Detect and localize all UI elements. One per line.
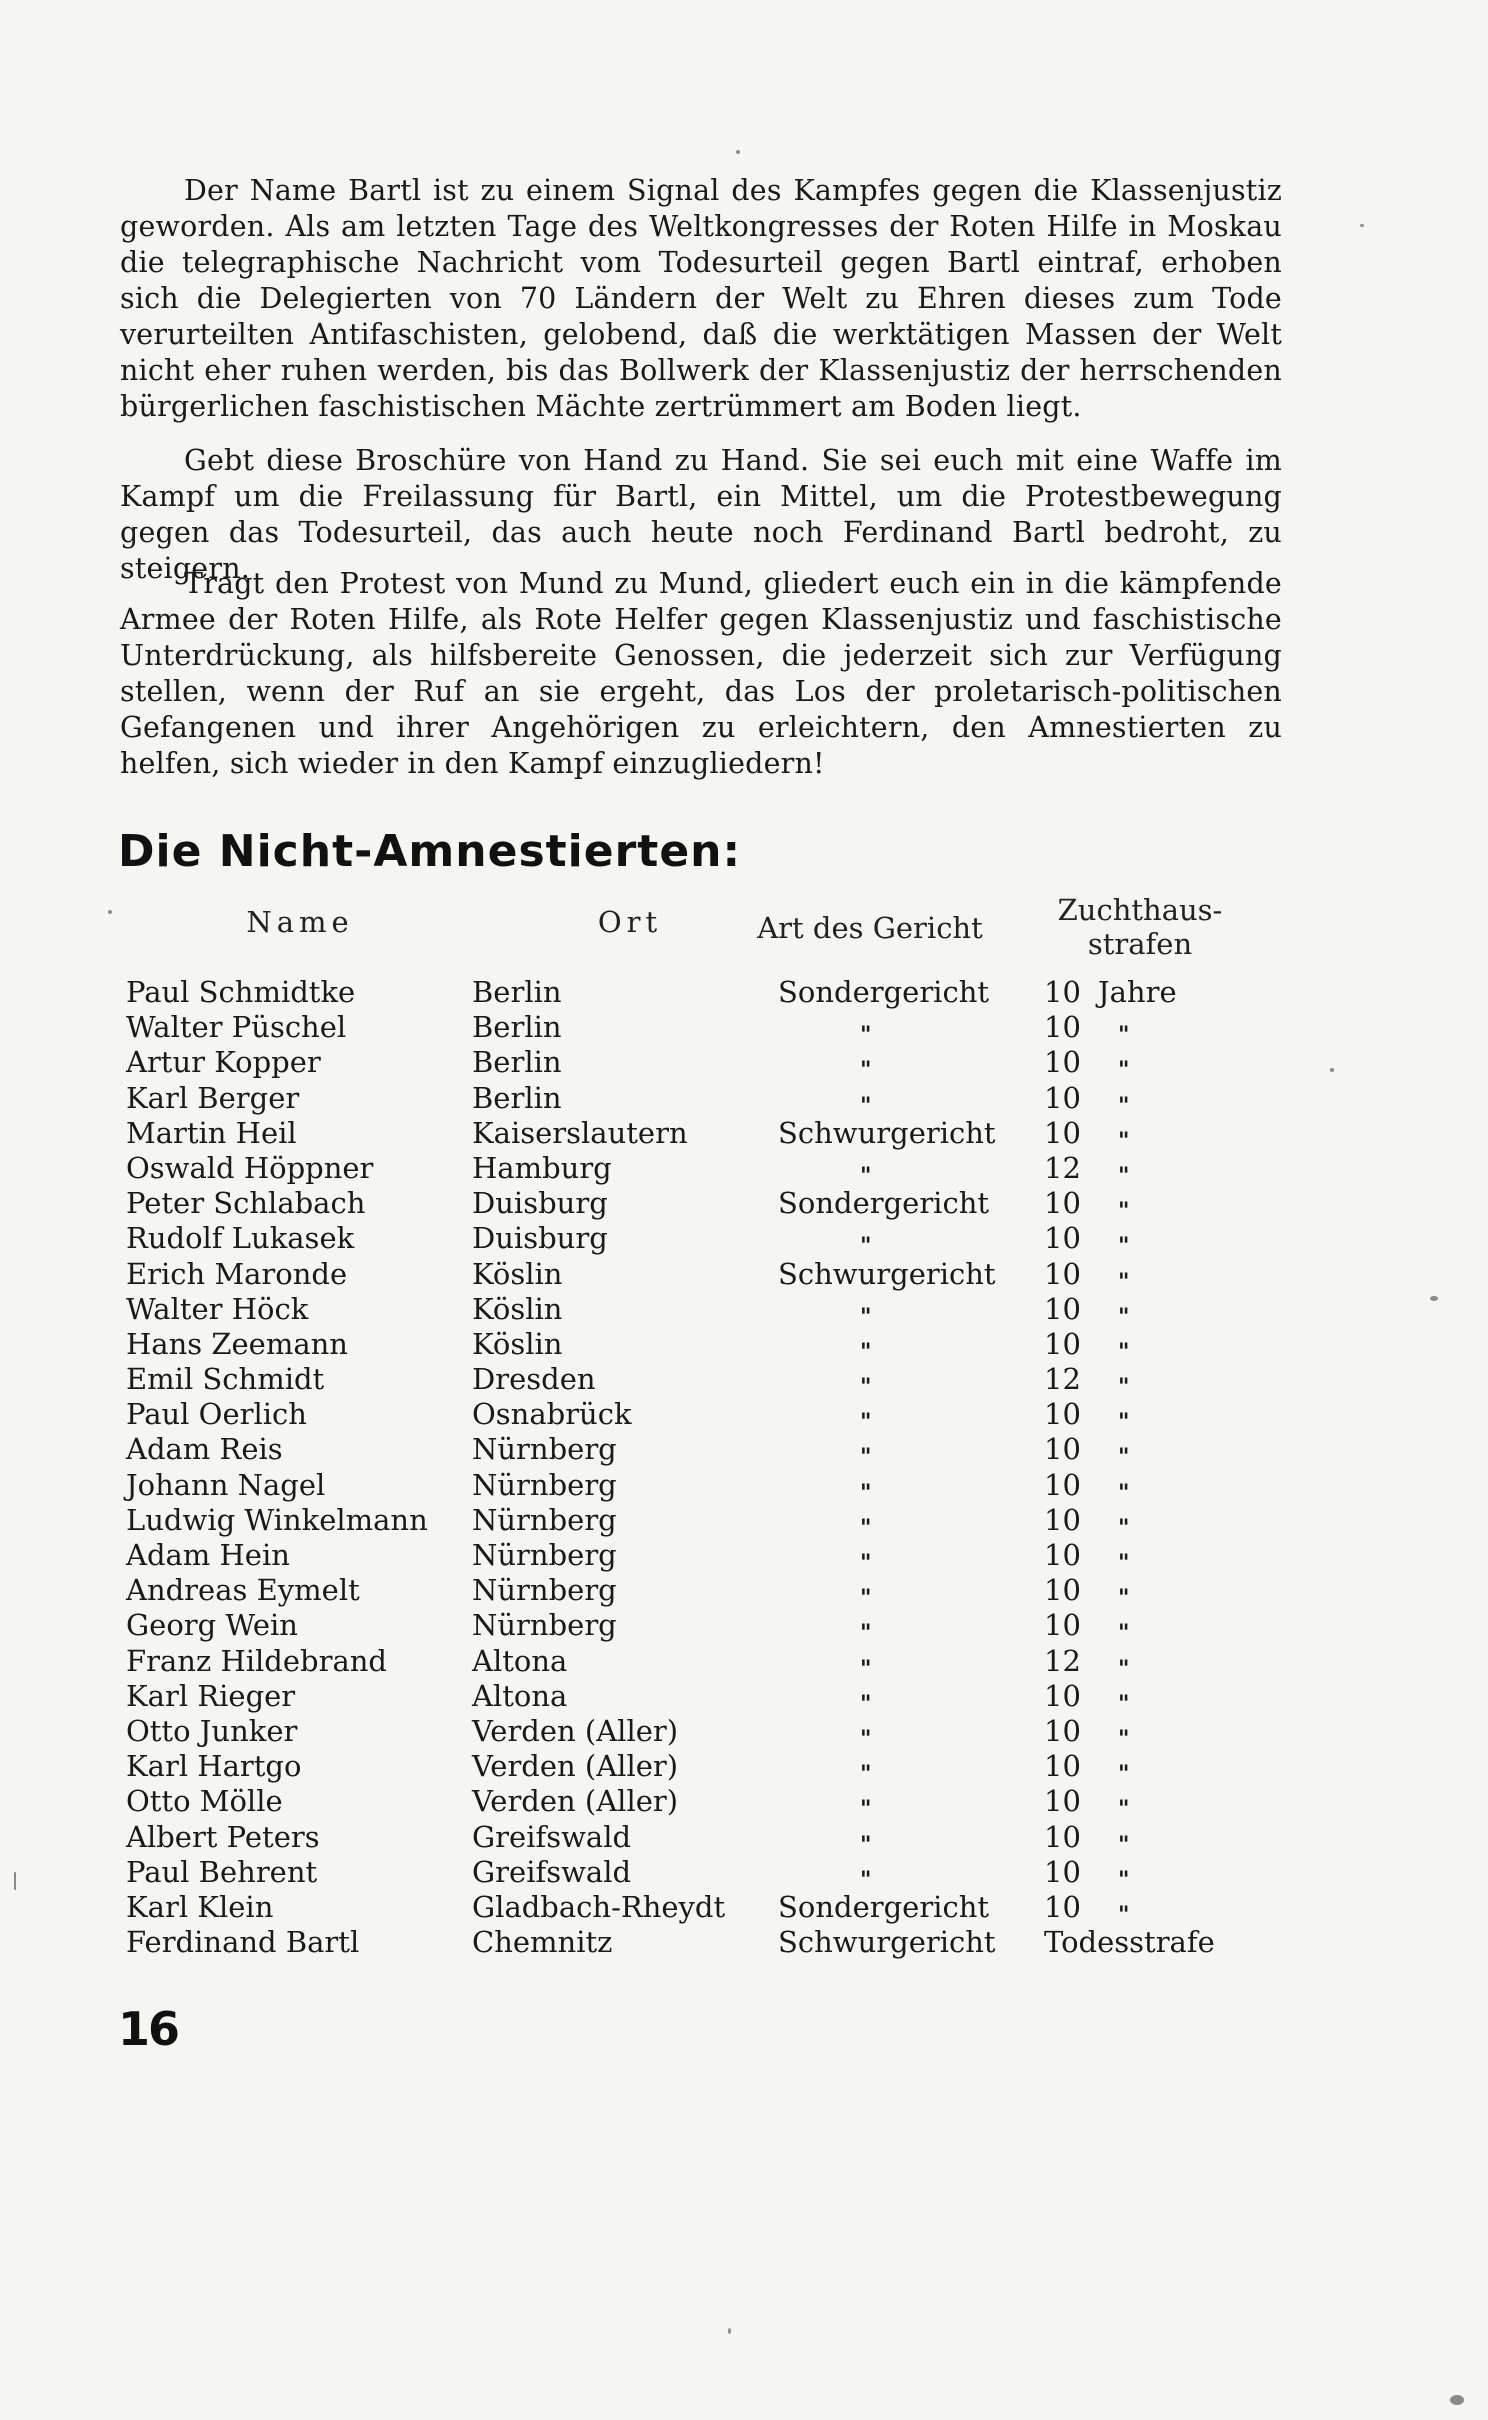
cell-strafe-years: 10 xyxy=(1044,1608,1081,1643)
cell-ort: Nürnberg xyxy=(472,1608,617,1643)
cell-name: Hans Zeemann xyxy=(126,1326,348,1361)
cell-strafe-years: 10 xyxy=(1044,1573,1081,1608)
cell-art: " xyxy=(860,1057,872,1084)
cell-art: " xyxy=(860,1338,872,1365)
cell-strafe-unit: " xyxy=(1118,1092,1130,1119)
table-row xyxy=(126,1432,1276,1471)
cell-strafe-years: 10 xyxy=(1044,1678,1081,1713)
cell-strafe-years: 10 xyxy=(1044,1397,1081,1432)
cell-name: Georg Wein xyxy=(126,1608,298,1643)
table-row xyxy=(126,1819,1276,1858)
table-row xyxy=(126,1502,1276,1541)
cell-ort: Nürnberg xyxy=(472,1502,617,1537)
column-header-ort: Ort xyxy=(597,905,663,939)
cell-strafe-unit: " xyxy=(1118,1866,1130,1893)
cell-art: " xyxy=(860,1303,872,1330)
cell-ort: Altona xyxy=(472,1643,568,1678)
cell-art: Schwurgericht xyxy=(778,1925,996,1960)
paragraph-broschuere: Gebt diese Broschüre von Hand zu Hand. Sie sei euch mit eine Waffe im Kampf um die Freilassung für Bartl, ein Mittel, um die Protestbewegung gegen das Todesurteil, das auch heute noch Ferdinand Bartl bedroht, zu steigern. xyxy=(120,444,1282,585)
cell-name: Martin Heil xyxy=(126,1115,297,1150)
table-row xyxy=(126,1538,1276,1576)
cell-art: " xyxy=(860,1796,872,1823)
cell-ort: Nürnberg xyxy=(472,1432,617,1467)
cell-strafe-years: 10 xyxy=(1044,1010,1081,1045)
paragraph-protest: Tragt den Protest von Mund zu Mund, gliedert euch ein in die kämpfende Armee der Roten Hilfe, als Rote Helfer gegen Klassenjustiz und faschistische Unterdrückung, als hilfsbereite Genossen, die jederzeit sich zur Verfügung stellen, wenn der Ruf an sie ergeht, das Los der proletarisch-politischen Gefangenen und ihrer Angehörigen zu erleichtern, den Amnestierten zu helfen, sich wieder in den Kampf einzugliedern! xyxy=(120,567,1282,780)
cell-name: Ferdinand Bartl xyxy=(126,1925,360,1960)
cell-strafe-years: 12 xyxy=(1044,1362,1081,1397)
table-row xyxy=(126,1221,1276,1260)
table-row xyxy=(126,1150,1276,1189)
cell-strafe-unit: " xyxy=(1118,1233,1130,1260)
cell-strafe-unit: " xyxy=(1118,1444,1130,1471)
cell-art: " xyxy=(860,1585,872,1612)
cell-strafe-years: 10 xyxy=(1044,1819,1081,1854)
table-row xyxy=(126,1749,1276,1788)
cell-strafe-unit: " xyxy=(1118,1409,1130,1436)
table-row xyxy=(126,1256,1276,1295)
table-row xyxy=(126,975,1276,1010)
cell-name: Ludwig Winkelmann xyxy=(126,1502,428,1537)
cell-ort: Nürnberg xyxy=(472,1538,617,1572)
cell-ort: Berlin xyxy=(472,975,562,1009)
cell-strafe-unit: " xyxy=(1118,1725,1130,1752)
cell-strafe-years: 10 xyxy=(1044,1784,1081,1819)
cell-strafe-unit: Jahre xyxy=(1098,975,1177,1009)
cell-art: " xyxy=(860,1479,872,1506)
table-row xyxy=(126,1854,1276,1893)
cell-ort: Greifswald xyxy=(472,1819,632,1854)
cell-strafe-unit: " xyxy=(1118,1831,1130,1858)
cell-art: Sondergericht xyxy=(778,1186,990,1221)
cell-name: Franz Hildebrand xyxy=(126,1643,387,1678)
table-row xyxy=(126,1010,1276,1049)
table-row xyxy=(126,1608,1276,1647)
cell-ort: Berlin xyxy=(472,1080,562,1115)
cell-strafe-unit: " xyxy=(1118,1514,1130,1541)
cell-name: Albert Peters xyxy=(126,1819,320,1854)
cell-strafe-unit: " xyxy=(1118,1620,1130,1647)
cell-name: Rudolf Lukasek xyxy=(126,1221,355,1256)
column-header-name: Name xyxy=(246,905,354,939)
table-row xyxy=(126,1573,1276,1612)
cell-ort: Verden (Aller) xyxy=(472,1713,679,1748)
table-row xyxy=(126,1045,1276,1084)
cell-strafe-years: 10 xyxy=(1044,1889,1081,1924)
table-row xyxy=(126,1115,1276,1154)
cell-art: " xyxy=(860,1162,872,1189)
cell-art: " xyxy=(860,1866,872,1893)
cell-strafe-years: 10 xyxy=(1044,1538,1081,1572)
cell-name: Paul Behrent xyxy=(126,1854,318,1889)
table-row xyxy=(126,1889,1276,1928)
cell-strafe-years: 10 xyxy=(1044,1326,1081,1361)
column-header-strafe: Zuchthaus- strafen xyxy=(1057,893,1223,961)
table-row xyxy=(126,1080,1276,1119)
table-row xyxy=(126,1643,1276,1682)
table-row xyxy=(126,1467,1276,1506)
cell-art: " xyxy=(860,1409,872,1436)
cell-ort: Verden (Aller) xyxy=(472,1784,679,1819)
cell-art: " xyxy=(860,1022,872,1049)
cell-ort: Duisburg xyxy=(472,1186,608,1221)
cell-name: Otto Mölle xyxy=(126,1784,283,1819)
cell-strafe-unit: " xyxy=(1118,1479,1130,1506)
cell-strafe-years: 10 xyxy=(1044,1256,1081,1291)
cell-strafe-unit: " xyxy=(1118,1901,1130,1928)
cell-ort: Duisburg xyxy=(472,1221,608,1256)
scan-speck xyxy=(736,150,740,154)
cell-name: Johann Nagel xyxy=(126,1467,326,1502)
cell-name: Karl Klein xyxy=(126,1889,274,1924)
cell-ort: Nürnberg xyxy=(472,1573,617,1608)
cell-name: Oswald Höppner xyxy=(126,1150,374,1185)
cell-strafe-years: 10 xyxy=(1044,1713,1081,1748)
cell-name: Artur Kopper xyxy=(126,1045,321,1080)
cell-strafe-unit: " xyxy=(1118,1550,1130,1576)
cell-ort: Köslin xyxy=(472,1256,563,1291)
cell-strafe-unit: " xyxy=(1118,1796,1130,1823)
cell-ort: Berlin xyxy=(472,1010,562,1045)
cell-art: " xyxy=(860,1444,872,1471)
scan-speck xyxy=(1360,224,1364,227)
cell-art: " xyxy=(860,1374,872,1401)
cell-strafe-unit: " xyxy=(1118,1338,1130,1365)
cell-ort: Altona xyxy=(472,1678,568,1713)
cell-art: " xyxy=(860,1655,872,1682)
cell-strafe-years: 10 xyxy=(1044,1432,1081,1467)
cell-ort: Hamburg xyxy=(472,1150,612,1185)
cell-art: Schwurgericht xyxy=(778,1256,996,1291)
cell-strafe-years: 10 xyxy=(1044,1502,1081,1537)
cell-art: " xyxy=(860,1831,872,1858)
cell-name: Walter Püschel xyxy=(126,1010,347,1045)
table-row xyxy=(126,1326,1276,1365)
cell-ort: Nürnberg xyxy=(472,1467,617,1502)
cell-strafe-years: 10 xyxy=(1044,1186,1081,1221)
page-number: 16 xyxy=(118,2002,179,2056)
table-heading: Die Nicht-Amnestierten: xyxy=(118,826,742,877)
cell-strafe-years: 10 xyxy=(1044,1467,1081,1502)
cell-name: Karl Rieger xyxy=(126,1678,296,1713)
paragraph-bartl-signal: Der Name Bartl ist zu einem Signal des Kampfes gegen die Klassenjustiz geworden. Als am letzten Tage des Weltkongresses der Roten Hilfe in Moskau die telegraphische Nachricht vom Todesurteil gegen Bartl eintraf, erhoben sich die Delegierten von 70 Ländern der Welt zu Ehren dieses zum Tode verurteilten Antifaschisten, gelobend, daß die werktätigen Massen der Welt nicht eher ruhen werden, bis das Bollwerk der Klassenjustiz der herrschenden bürgerlichen faschistischen Mächte zertrümmert am Boden liegt. xyxy=(120,174,1282,423)
table-row xyxy=(126,1925,1276,1960)
cell-ort: Chemnitz xyxy=(472,1925,613,1960)
cell-name: Adam Reis xyxy=(126,1432,283,1467)
table-row xyxy=(126,1784,1276,1823)
scan-speck xyxy=(728,2328,731,2334)
cell-strafe-unit: " xyxy=(1118,1127,1130,1154)
cell-strafe-unit: " xyxy=(1118,1268,1130,1295)
cell-art: " xyxy=(860,1620,872,1647)
cell-ort: Berlin xyxy=(472,1045,562,1080)
table-row xyxy=(126,1397,1276,1436)
cell-strafe-years: 10 xyxy=(1044,1854,1081,1889)
cell-ort: Greifswald xyxy=(472,1854,632,1889)
cell-name: Adam Hein xyxy=(126,1538,290,1572)
scan-speck xyxy=(1450,2395,1464,2405)
cell-name: Karl Hartgo xyxy=(126,1749,302,1784)
cell-strafe-unit: " xyxy=(1118,1162,1130,1189)
cell-strafe-years: 10 xyxy=(1044,1221,1081,1256)
cell-ort: Köslin xyxy=(472,1326,563,1361)
cell-ort: Verden (Aller) xyxy=(472,1749,679,1784)
cell-strafe-years: 12 xyxy=(1044,1150,1081,1185)
cell-strafe-unit: Todesstrafe xyxy=(1044,1925,1215,1960)
cell-art: " xyxy=(860,1725,872,1752)
table-row xyxy=(126,1713,1276,1752)
column-header-art: Art des Gericht xyxy=(757,911,983,945)
cell-name: Paul Schmidtke xyxy=(126,975,356,1009)
cell-strafe-unit: " xyxy=(1118,1585,1130,1612)
cell-strafe-unit: " xyxy=(1118,1655,1130,1682)
cell-strafe-unit: " xyxy=(1118,1057,1130,1084)
cell-strafe-years: 10 xyxy=(1044,1749,1081,1784)
cell-art: Sondergericht xyxy=(778,1889,990,1924)
cell-strafe-unit: " xyxy=(1118,1198,1130,1225)
cell-strafe-years: 10 xyxy=(1044,1080,1081,1115)
cell-name: Walter Höck xyxy=(126,1291,309,1326)
cell-ort: Köslin xyxy=(472,1291,563,1326)
cell-name: Erich Maronde xyxy=(126,1256,348,1291)
cell-strafe-years: 12 xyxy=(1044,1643,1081,1678)
cell-ort: Gladbach-Rheydt xyxy=(472,1889,726,1924)
cell-strafe-years: 10 xyxy=(1044,1045,1081,1080)
cell-strafe-unit: " xyxy=(1118,1374,1130,1401)
cell-name: Peter Schlabach xyxy=(126,1186,366,1221)
cell-name: Paul Oerlich xyxy=(126,1397,307,1432)
cell-art: " xyxy=(860,1761,872,1788)
cell-art: " xyxy=(860,1690,872,1717)
cell-strafe-unit: " xyxy=(1118,1761,1130,1788)
scan-speck xyxy=(108,910,112,914)
prisoner-table xyxy=(126,975,1276,1960)
cell-art: Schwurgericht xyxy=(778,1115,996,1150)
cell-strafe-years: 10 xyxy=(1044,975,1081,1009)
table-row xyxy=(126,1186,1276,1225)
cell-name: Otto Junker xyxy=(126,1713,298,1748)
cell-strafe-unit: " xyxy=(1118,1022,1130,1049)
cell-art: " xyxy=(860,1233,872,1260)
cell-strafe-years: 10 xyxy=(1044,1115,1081,1150)
cell-name: Andreas Eymelt xyxy=(126,1573,360,1608)
cell-ort: Kaiserslautern xyxy=(472,1115,688,1150)
cell-art: " xyxy=(860,1092,872,1119)
cell-art: " xyxy=(860,1514,872,1541)
cell-art: " xyxy=(860,1550,872,1576)
table-row xyxy=(126,1678,1276,1717)
cell-name: Karl Berger xyxy=(126,1080,300,1115)
cell-art: Sondergericht xyxy=(778,975,990,1009)
scan-speck xyxy=(14,1872,16,1890)
cell-strafe-unit: " xyxy=(1118,1690,1130,1717)
cell-ort: Dresden xyxy=(472,1362,596,1397)
table-row xyxy=(126,1291,1276,1330)
cell-strafe-unit: " xyxy=(1118,1303,1130,1330)
cell-name: Emil Schmidt xyxy=(126,1362,325,1397)
scan-speck xyxy=(1430,1296,1438,1301)
cell-strafe-years: 10 xyxy=(1044,1291,1081,1326)
scan-speck xyxy=(1330,1068,1334,1072)
table-row xyxy=(126,1362,1276,1401)
cell-ort: Osnabrück xyxy=(472,1397,632,1432)
